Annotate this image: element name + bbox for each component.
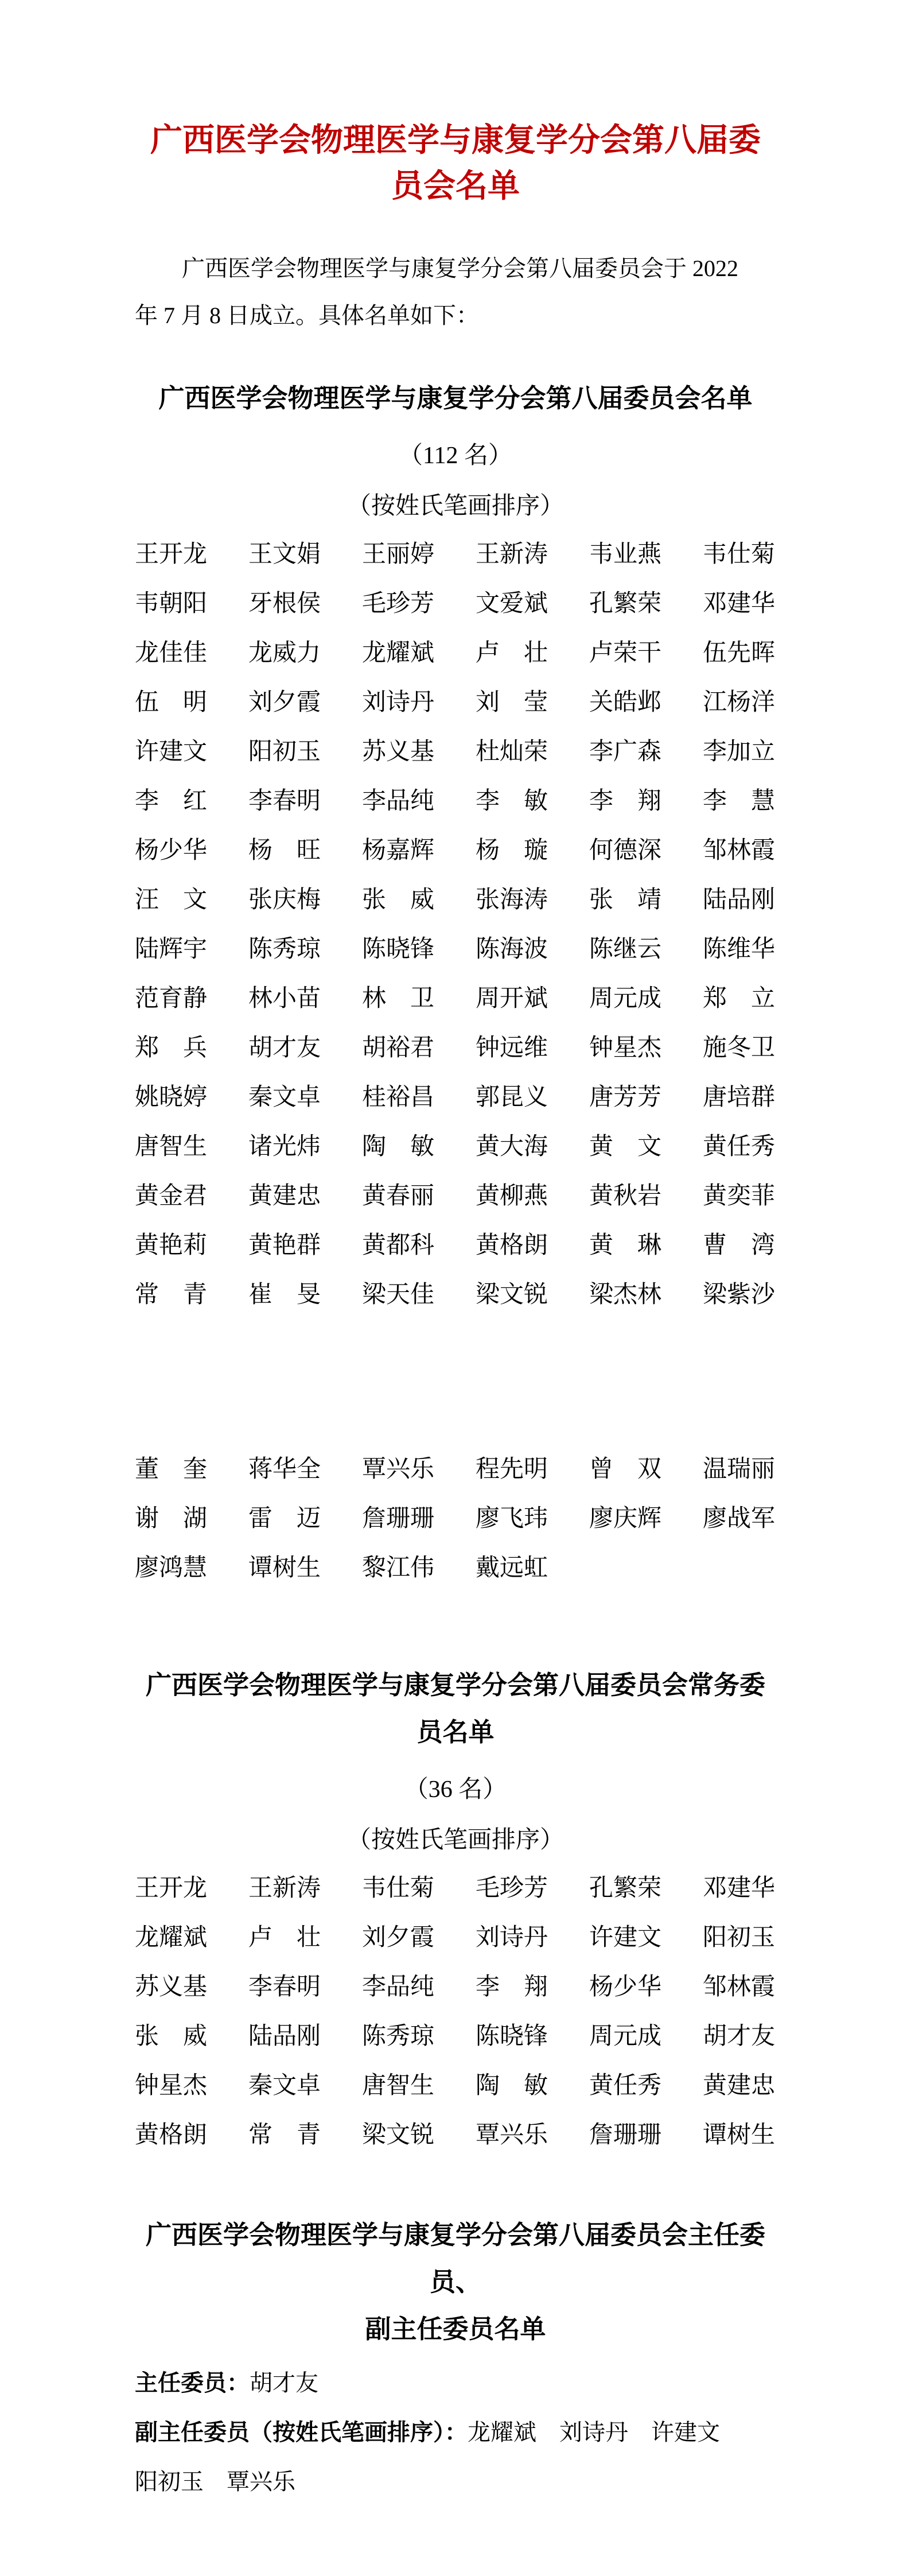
- member-name: 覃兴乐: [362, 1456, 435, 1483]
- member-name: 卢荣干: [589, 640, 662, 666]
- member-name: 张 威: [362, 887, 435, 913]
- member-name: 苏义基: [135, 1974, 208, 2000]
- member-name: 黄建忠: [248, 1183, 321, 1209]
- section1-members-grid-part1: [135, 530, 776, 1320]
- member-name: 秦文卓: [248, 1084, 321, 1111]
- member-name: 郑 兵: [135, 1035, 208, 1061]
- member-name: 唐培群: [703, 1084, 776, 1111]
- member-name: 李春明: [248, 788, 321, 814]
- member-name: 王文娟: [248, 541, 321, 568]
- member-name: 李品纯: [362, 788, 435, 814]
- member-name: 黄艳莉: [135, 1232, 208, 1259]
- member-name: 邓建华: [703, 591, 776, 617]
- member-name: 郭昆义: [476, 1084, 548, 1111]
- member-name: 李加立: [703, 739, 776, 765]
- member-name: 龙威力: [248, 640, 321, 666]
- member-name: 廖战军: [703, 1506, 776, 1532]
- member-name: 施冬卫: [703, 1035, 776, 1061]
- member-name: 程先明: [476, 1456, 548, 1483]
- leaders-block: [135, 2358, 776, 2507]
- intro-line-1: 广西医学会物理医学与康复学分会第八届委员会于 2022: [182, 255, 738, 281]
- member-name: 姚晓婷: [135, 1084, 208, 1111]
- member-name: 陶 敏: [362, 1134, 435, 1160]
- member-name: 桂裕昌: [362, 1084, 435, 1111]
- member-name: 黄奕菲: [703, 1183, 776, 1209]
- member-name: 黄 文: [589, 1134, 662, 1160]
- intro-line-2: 年 7 月 8 日成立。具体名单如下：: [135, 302, 479, 328]
- member-name: 秦文卓: [248, 2073, 321, 2099]
- member-name: 许建文: [589, 1925, 662, 1951]
- member-name: 卢 壮: [248, 1925, 321, 1951]
- member-name: 关皓邺: [589, 689, 662, 716]
- member-name: 曹 湾: [703, 1232, 776, 1259]
- member-name: 胡裕君: [362, 1035, 435, 1061]
- member-name: 黄秋岩: [589, 1183, 662, 1209]
- member-name: 黄都科: [362, 1232, 435, 1259]
- page-title: 广西医学会物理医学与康复学分会第八届委员会名单: [150, 123, 761, 204]
- member-name: 黄大海: [476, 1134, 548, 1160]
- member-name: 孔繁荣: [589, 1875, 662, 1902]
- member-name: 陈秀琼: [248, 936, 321, 963]
- section3-heading-line2: 副主任委员名单: [365, 2315, 546, 2344]
- member-name: 梁天佳: [362, 1282, 435, 1308]
- section3-heading-line1: 广西医学会物理医学与康复学分会第八届委员会主任委员、: [145, 2221, 765, 2296]
- member-name: 龙佳佳: [135, 640, 208, 666]
- member-name: 韦仕菊: [703, 541, 776, 568]
- member-name: 阳初玉: [248, 739, 321, 765]
- member-name: 邹林霞: [703, 837, 776, 864]
- chair-label: 主任委员：: [135, 2370, 250, 2396]
- member-name: 韦朝阳: [135, 591, 208, 617]
- member-name: 廖庆辉: [589, 1506, 662, 1532]
- member-name: 周元成: [589, 986, 662, 1012]
- member-name: 梁紫沙: [703, 1282, 776, 1308]
- member-name: 黄金君: [135, 1183, 208, 1209]
- member-name: 黄格朗: [476, 1232, 548, 1259]
- member-name: 卢 壮: [476, 640, 548, 666]
- member-name: 周元成: [589, 2023, 662, 2050]
- vice-chair-line-2: 阳初玉 覃兴乐: [135, 2469, 295, 2494]
- member-name: 梁文锐: [476, 1282, 548, 1308]
- member-name: 黄任秀: [703, 1134, 776, 1160]
- member-name: 陆品刚: [703, 887, 776, 913]
- member-name: 唐智生: [362, 2073, 435, 2099]
- member-name: 阳初玉: [703, 1925, 776, 1951]
- member-name: 曾 双: [589, 1456, 662, 1483]
- member-name: 蒋华全: [248, 1456, 321, 1483]
- member-name: 孔繁荣: [589, 591, 662, 617]
- member-name: 黎江伟: [362, 1555, 435, 1581]
- member-name: 崔 旻: [248, 1282, 321, 1308]
- member-name: 王新涛: [248, 1875, 321, 1902]
- member-name: 温瑞丽: [703, 1456, 776, 1483]
- member-name: 雷 迈: [248, 1506, 321, 1532]
- member-name: 王丽婷: [362, 541, 435, 568]
- member-name: 唐芳芳: [589, 1084, 662, 1111]
- member-name: 王开龙: [135, 541, 208, 568]
- member-name: 梁文锐: [362, 2122, 435, 2148]
- member-name: 覃兴乐: [476, 2122, 548, 2148]
- member-name: 黄任秀: [589, 2073, 662, 2099]
- member-name: 刘夕霞: [362, 1925, 435, 1951]
- member-name: 黄 琳: [589, 1232, 662, 1259]
- member-name: 唐智生: [135, 1134, 208, 1160]
- section1-sort-note: （按姓氏笔画排序）: [347, 493, 564, 519]
- member-name: 文爱斌: [476, 591, 548, 617]
- member-name: 张 靖: [589, 887, 662, 913]
- member-name: 周开斌: [476, 986, 548, 1012]
- member-name: 杨嘉辉: [362, 837, 435, 864]
- member-name: 陆品刚: [248, 2023, 321, 2050]
- member-name: 李 敏: [476, 788, 548, 814]
- member-name: 黄格朗: [135, 2122, 208, 2148]
- vice-chair-label: 副主任委员（按姓氏笔画排序）：: [135, 2419, 468, 2445]
- member-name: 韦仕菊: [362, 1875, 435, 1902]
- member-name: 李广森: [589, 739, 662, 765]
- vice-chair-names-1: 龙耀斌 刘诗丹 许建文: [468, 2419, 720, 2445]
- member-name: 陶 敏: [476, 2073, 548, 2099]
- chair-line: [135, 2358, 776, 2408]
- member-name: 李 慧: [703, 788, 776, 814]
- section2-member-count: （36 名）: [404, 1776, 507, 1803]
- member-name: 韦业燕: [589, 541, 662, 568]
- member-name: 许建文: [135, 739, 208, 765]
- member-name: 诸光炜: [248, 1134, 321, 1160]
- member-name: 常 青: [248, 2122, 321, 2148]
- member-name: 杨 璇: [476, 837, 548, 864]
- member-name: 陈晓锋: [362, 936, 435, 963]
- intro-paragraph: [135, 245, 776, 339]
- member-name: 陆辉宇: [135, 936, 208, 963]
- member-name: 何德深: [589, 837, 662, 864]
- member-name: 林 卫: [362, 986, 435, 1012]
- member-name: 胡才友: [248, 1035, 321, 1061]
- member-name: 张庆梅: [248, 887, 321, 913]
- member-name: 谭树生: [703, 2122, 776, 2148]
- member-name: 詹珊珊: [362, 1506, 435, 1532]
- member-name: 陈继云: [589, 936, 662, 963]
- member-name: 范育静: [135, 986, 208, 1012]
- member-name: 王新涛: [476, 541, 548, 568]
- section2-sort-note: （按姓氏笔画排序）: [347, 1827, 564, 1853]
- member-name: 詹珊珊: [589, 2122, 662, 2148]
- member-name: 邓建华: [703, 1875, 776, 1902]
- member-name: 陈海波: [476, 936, 548, 963]
- section1-member-count: （112 名）: [399, 443, 512, 469]
- member-name: 钟星杰: [589, 1035, 662, 1061]
- member-name: 钟远维: [476, 1035, 548, 1061]
- member-name: 黄柳燕: [476, 1183, 548, 1209]
- section1-heading: 广西医学会物理医学与康复学分会第八届委员会名单: [158, 384, 753, 413]
- member-name: 杨 旺: [248, 837, 321, 864]
- member-name: 谭树生: [248, 1555, 321, 1581]
- member-name: 杨少华: [135, 837, 208, 864]
- vice-chair-line-1: [135, 2408, 776, 2457]
- member-name: 李品纯: [362, 1974, 435, 2000]
- member-name: 张 威: [135, 2023, 208, 2050]
- member-name: 李春明: [248, 1974, 321, 2000]
- member-name: 杜灿荣: [476, 739, 548, 765]
- member-name: 刘夕霞: [248, 689, 321, 716]
- section3-heading: [135, 2212, 776, 2353]
- member-name: 廖飞玮: [476, 1506, 548, 1532]
- member-name: 伍先晖: [703, 640, 776, 666]
- section1-members-grid-part2: [135, 1445, 776, 1593]
- member-name: 郑 立: [703, 986, 776, 1012]
- member-name: 李 翔: [589, 788, 662, 814]
- member-name: 黄建忠: [703, 2073, 776, 2099]
- member-name: 杨少华: [589, 1974, 662, 2000]
- member-name: 龙耀斌: [362, 640, 435, 666]
- member-name: 黄春丽: [362, 1183, 435, 1209]
- member-name: 张海涛: [476, 887, 548, 913]
- member-name: 毛珍芳: [362, 591, 435, 617]
- member-name: 梁杰林: [589, 1282, 662, 1308]
- member-name: 廖鸿慧: [135, 1555, 208, 1581]
- member-name: 毛珍芳: [476, 1875, 548, 1902]
- member-name: 董 奎: [135, 1456, 208, 1483]
- member-name: 汪 文: [135, 887, 208, 913]
- member-name: 常 青: [135, 1282, 208, 1308]
- member-name: 邹林霞: [703, 1974, 776, 2000]
- member-name: 苏义基: [362, 739, 435, 765]
- member-name: 王开龙: [135, 1875, 208, 1902]
- member-name: 刘 莹: [476, 689, 548, 716]
- section2-members-grid: [135, 1864, 776, 2160]
- member-name: 谢 湖: [135, 1506, 208, 1532]
- member-name: 陈维华: [703, 936, 776, 963]
- member-name: 林小苗: [248, 986, 321, 1012]
- member-name: 江杨洋: [703, 689, 776, 716]
- member-name: 陈秀琼: [362, 2023, 435, 2050]
- section2-heading: 广西医学会物理医学与康复学分会第八届委员会常务委员名单: [145, 1671, 765, 1747]
- member-name: 戴远虹: [476, 1555, 548, 1581]
- member-name: 胡才友: [703, 2023, 776, 2050]
- member-name: 龙耀斌: [135, 1925, 208, 1951]
- member-name: 刘诗丹: [476, 1925, 548, 1951]
- member-name: 李 翔: [476, 1974, 548, 2000]
- member-name: 刘诗丹: [362, 689, 435, 716]
- member-name: 伍 明: [135, 689, 208, 716]
- member-name: 陈晓锋: [476, 2023, 548, 2050]
- member-name: 牙根侯: [248, 591, 321, 617]
- member-name: 钟星杰: [135, 2073, 208, 2099]
- member-name: 李 红: [135, 788, 208, 814]
- member-name: 黄艳群: [248, 1232, 321, 1259]
- chair-name: 胡才友: [250, 2370, 318, 2396]
